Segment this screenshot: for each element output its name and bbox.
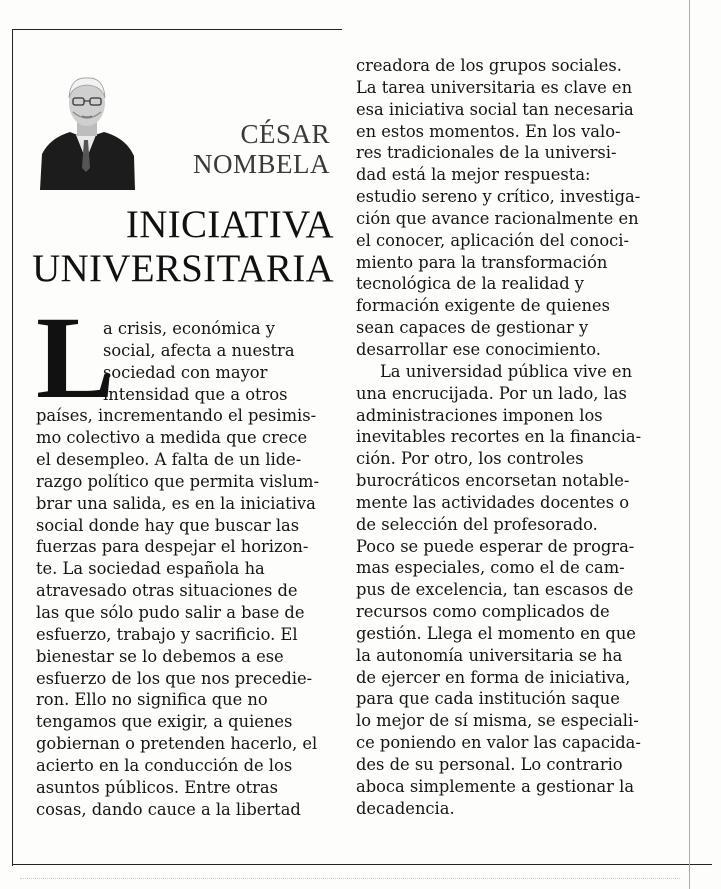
text-line: aboca simplemente a gestionar la [356,776,635,796]
text-line: Poco se puede esperar de progra- [356,536,635,556]
text-line: La tarea universitaria es clave en [356,77,633,97]
text-line: te. La sociedad española ha [36,559,265,579]
text-line: estudio sereno y crítico, investiga- [356,187,641,207]
text-line: formación exigente de quienes [356,296,610,316]
column-divider-rule [689,0,690,889]
text-line: atravesado otras situaciones de [36,581,298,601]
text-line: ce poniendo en valor las capacida- [356,733,641,753]
text-line: tengamos que exigir, a quienes [36,712,293,732]
text-line: la autonomía universitaria se ha [356,645,623,665]
frame-bottom-rule [12,864,712,865]
text-line: ron. Ello no significa que no [36,690,268,710]
text-line: fuerzas para despejar el horizon- [36,537,309,557]
text-line: gobiernan o pretenden hacerlo, el [36,734,318,754]
text-line: mas especiales, como el de cam- [356,558,625,578]
article-column-right [356,55,656,820]
article-title [30,203,334,291]
text-line: de ejercer en forma de iniciativa, [356,667,631,687]
text-line: miento para la transformación [356,252,608,272]
text-line: intensidad que a otros [103,384,288,404]
text-line: esa iniciativa social tan necesaria [356,99,634,119]
text-line: pus de excelencia, tan escasos de [356,580,634,600]
text-line: dad está la mejor respuesta: [356,165,591,185]
text-line: en estos momentos. En los valo- [356,121,621,141]
text-line: burocráticos encorsetan notable- [356,471,630,491]
title-line-2: UNIVERSITARIA [32,247,334,290]
text-line: lo mejor de sí misma, se especiali- [356,711,639,731]
text-line: tecnológica de la realidad y [356,274,585,294]
text-line: desarrollar ese conocimiento. [356,339,601,359]
text-line: sean capaces de gestionar y [356,318,589,338]
text-line: una encrucijada. Por un lado, las [356,383,627,403]
text-line: acierto en la conducción de los [36,755,293,775]
title-line-1: INICIATIVA [125,203,334,246]
text-line: brar una salida, es en la iniciativa [36,493,316,513]
text-line: des de su personal. Lo contrario [356,755,623,774]
drop-cap: L [36,292,115,423]
text-line: las que sólo pudo salir a base de [36,602,305,622]
text-line: de selección del profesorado. [356,514,598,534]
text-line: ción. Por otro, los controles [356,449,584,469]
text-line: esfuerzo de los que nos precedie- [36,668,313,688]
text-line: creadora de los grupos sociales. [356,56,622,75]
text-line: mo colectivo a medida que crece [36,428,308,448]
text-line: res tradicionales de la universi- [356,143,617,163]
text-line: inevitables recortes en la financia- [356,427,642,447]
article-column-left [36,292,332,820]
text-line: sociedad con mayor [103,362,268,382]
text-line: para que cada institución saque [356,689,620,709]
text-line: esfuerzo, trabajo y sacrificio. El [36,624,298,644]
frame-left-rule [12,29,13,866]
text-line: bienestar se lo debemos a ese [36,646,284,666]
author-last-name: NOMBELA [193,149,330,179]
author-first-name: CÉSAR [240,119,330,149]
text-line: gestión. Llega el momento en que [356,623,636,643]
text-line: países, incrementando el pesimis- [36,406,317,426]
text-line: recursos como complicados de [356,602,610,622]
author-byline [190,119,330,179]
text-line: cosas, dando cauce a la libertad [36,799,301,819]
author-photo [40,72,135,190]
text-line: decadencia. [356,798,455,818]
text-line: social donde hay que buscar las [36,515,300,535]
text-line: el conocer, aplicación del conoci- [356,230,629,250]
text-line: asuntos públicos. Entre otras [36,777,278,797]
text-line: el desempleo. A falta de un lide- [36,450,302,470]
text-line: a crisis, económica y [103,319,275,338]
text-line: administraciones imponen los [356,405,603,425]
text-line: La universidad pública vive en [380,361,633,381]
text-line: social, afecta a nuestra [103,340,295,360]
text-line: razgo político que permita vislum- [36,471,319,491]
frame-top-rule [12,29,342,30]
scan-artifact-bottom [20,878,680,885]
text-line: ción que avance racionalmente en [356,208,639,228]
text-line: mente las actividades docentes o [356,492,630,512]
